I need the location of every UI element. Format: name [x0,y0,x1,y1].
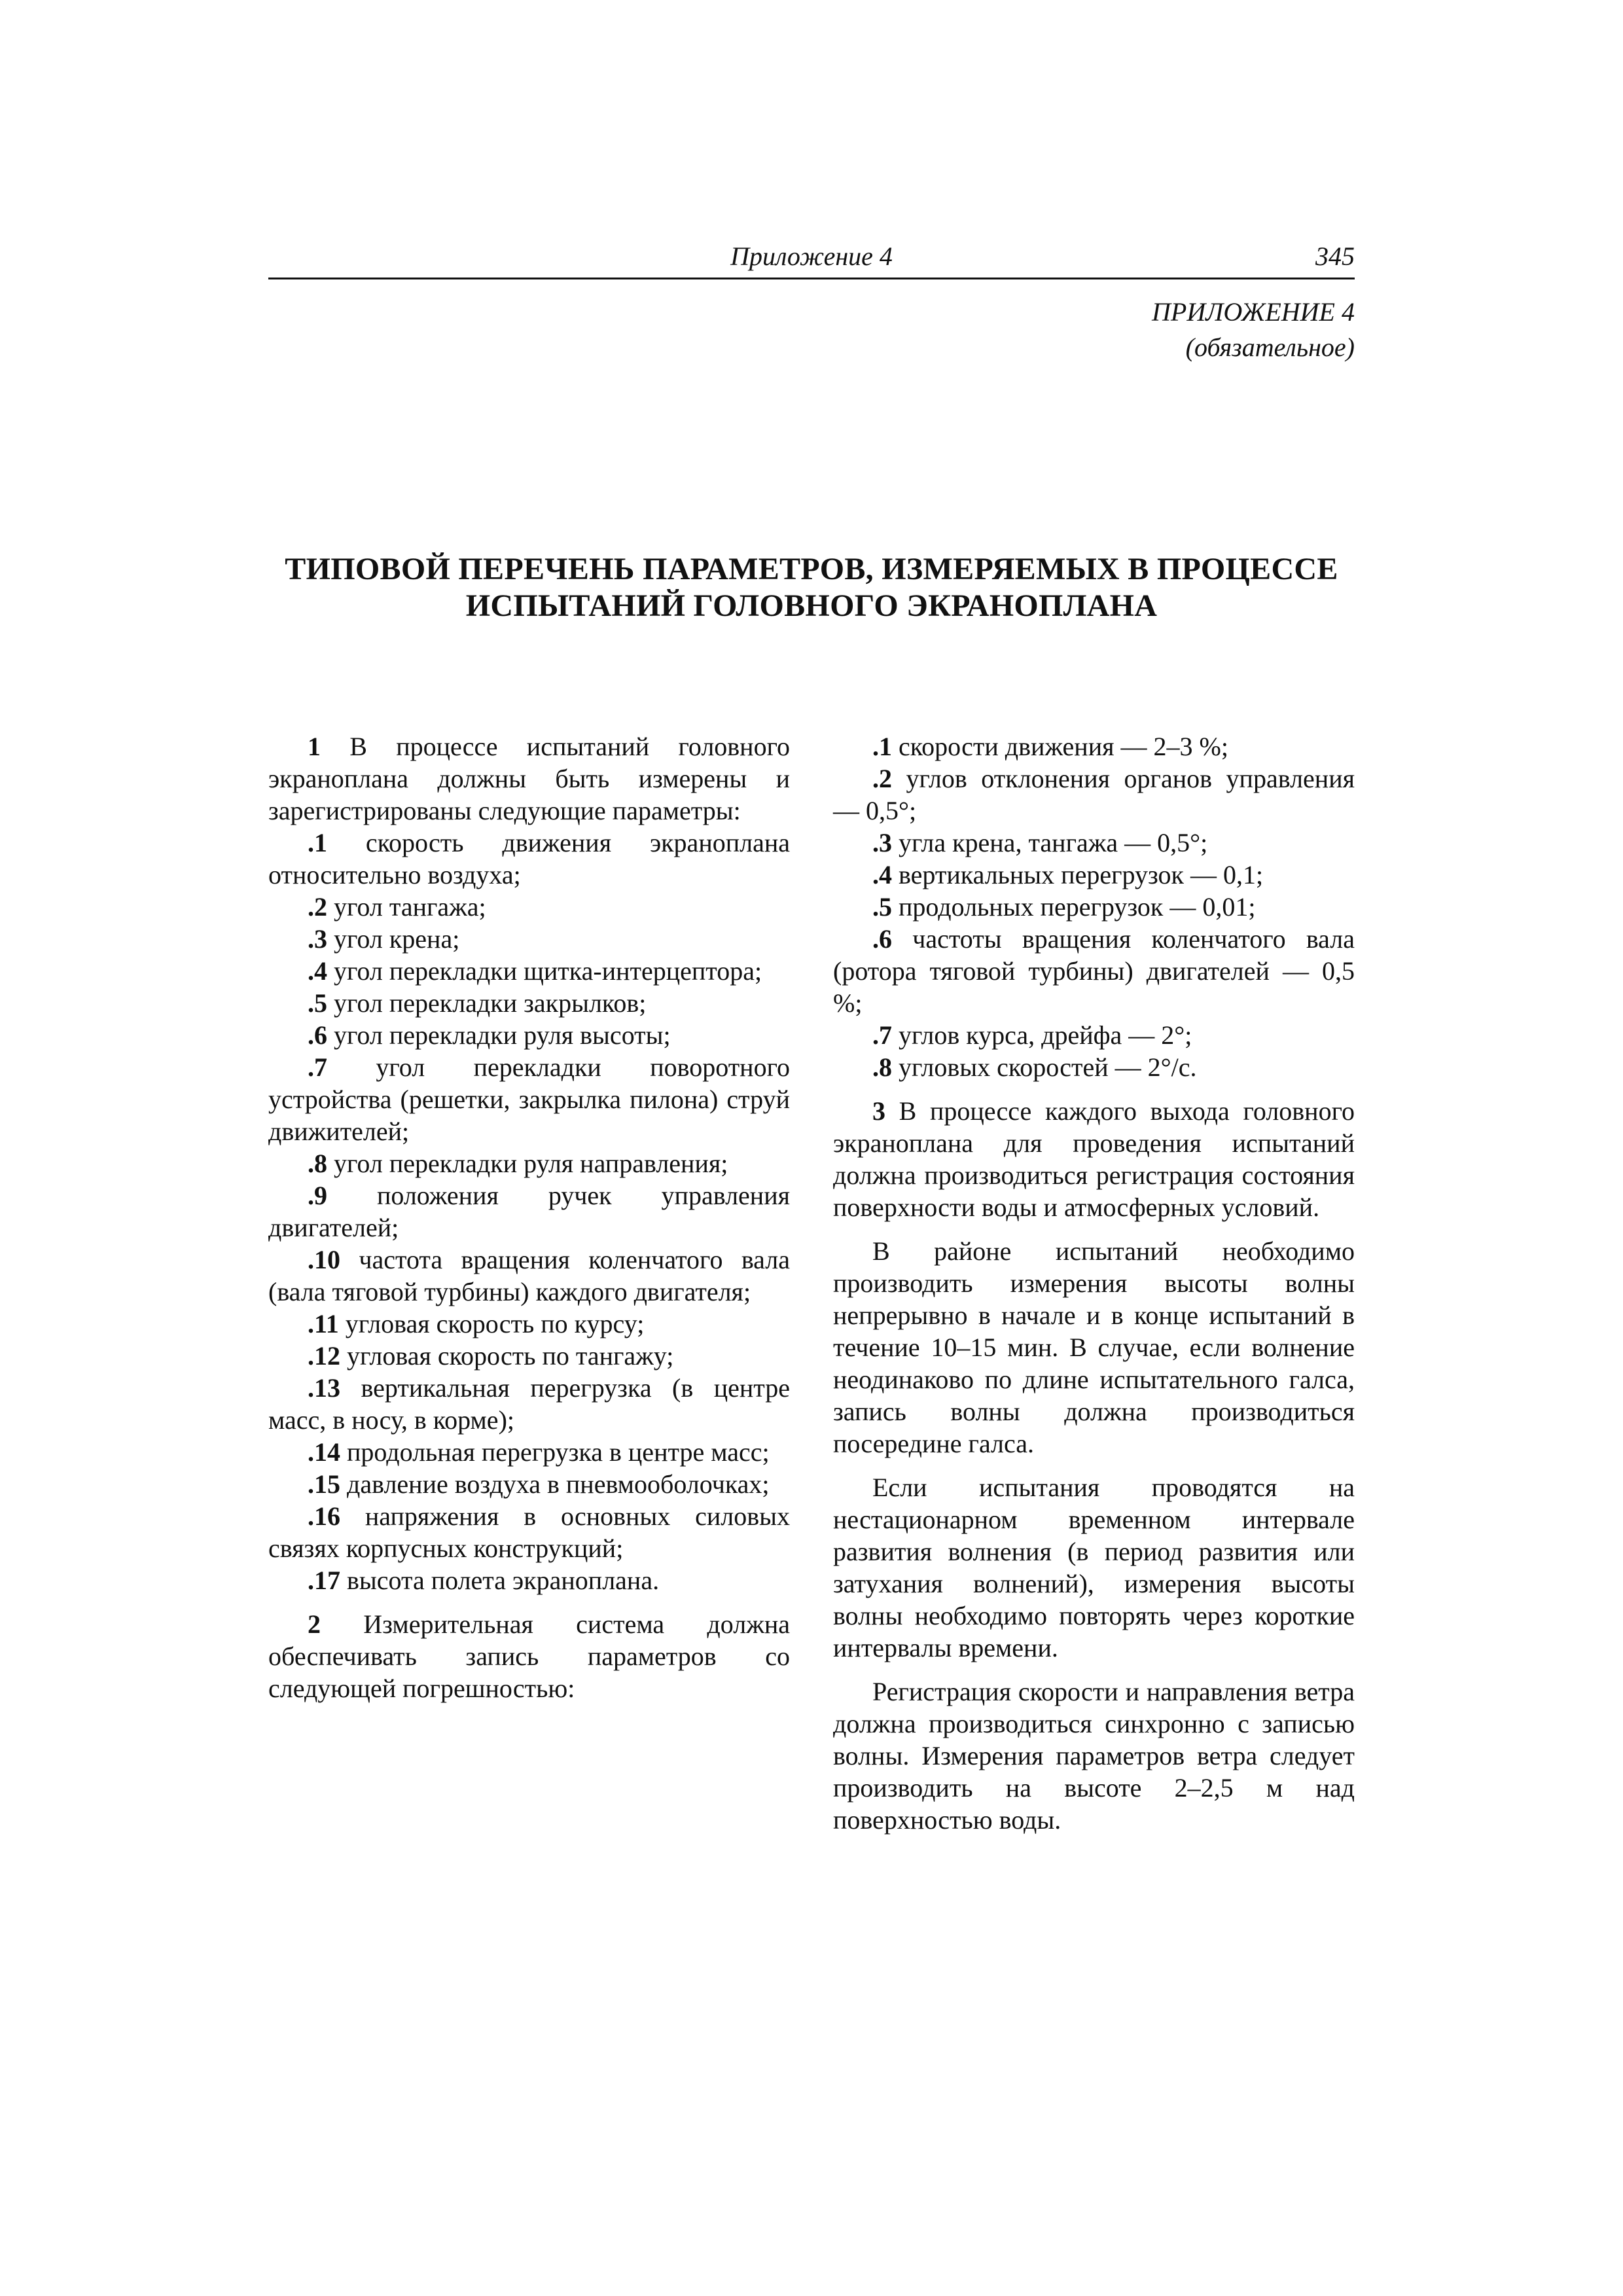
item-number: .10 [308,1245,340,1274]
item-number: .16 [308,1501,340,1531]
appendix-status: (обязательное) [1185,332,1355,362]
paragraph-wind: Регистрация скорости и направления ветра должна производиться синхронно с записью волны. Измерения параметров ветра следует производить на высоте 2–2,5 м над поверхностью воды. [833,1677,1355,1835]
list-item [833,827,1355,859]
list-item [268,1436,790,1468]
paragraph-waves: В районе испытаний необходимо производить измерения высоты волны непрерывно в начале и в конце испытаний в течение 10–15 мин. В случае, если волнение неодинаково по длине испытательного галса, запись волны должна производиться посередине галса. [833,1236,1355,1458]
list-item [833,859,1355,891]
item-text: давление воздуха в пневмооболочках; [340,1469,770,1499]
appendix-label-block [1152,295,1355,365]
list-item [268,827,790,891]
paragraph-number: 3 [872,1096,885,1126]
item-number: .3 [872,828,892,857]
item-number: .12 [308,1341,340,1371]
list-item [268,1308,790,1340]
item-number: .8 [872,1052,892,1082]
list-item [268,923,790,955]
item-text: напряжения в основных силовых связях корпусных конструкций; [268,1501,790,1563]
item-text: продольных перегрузок — 0,01; [892,892,1256,922]
paragraph-unsteady: Если испытания проводятся на нестационарном временном интервале развития волнения (в период развития или затухания волнений), измерения высоты волны необходимо повторять через короткие интервалы времени. [833,1473,1355,1662]
item-number: .4 [872,860,892,889]
item-text: скорости движения — 2–3 %; [892,732,1228,761]
list-item [833,923,1355,1019]
list-item [268,1019,790,1051]
item-number: .7 [308,1052,327,1082]
paragraph-2 [268,1608,790,1704]
item-text: угол тангажа; [327,892,486,922]
appendix-label: ПРИЛОЖЕНИЕ 4 [1152,297,1355,327]
list-item [268,1468,790,1500]
item-text: частоты вращения коленчатого вала (ротора тяговой турбины) двигателей — 0,5 %; [833,924,1355,1018]
list-item [268,1372,790,1436]
list-item [833,891,1355,923]
list-item [833,1019,1355,1051]
item-number: .1 [308,828,327,857]
page-number: 345 [1315,242,1355,271]
item-text: положения ручек управления двигателей; [268,1181,790,1242]
list-item [268,1147,790,1179]
document-title [268,551,1355,624]
list-item [268,987,790,1019]
item-number: .5 [872,892,892,922]
item-text: угла крена, тангажа — 0,5°; [892,828,1208,857]
item-text: угловых скоростей — 2°/с. [892,1052,1197,1082]
list-item [268,1500,790,1564]
list-item [833,762,1355,827]
item-number: .6 [872,924,892,954]
item-text: угол перекладки руля направления; [327,1149,728,1178]
running-header [268,241,1355,279]
paragraph-3 [833,1095,1355,1223]
paragraph-text: Измерительная система должна обеспечивать запись параметров со следующей погрешностью: [268,1609,790,1703]
list-item [268,1564,790,1596]
item-text: высота полета экраноплана. [340,1566,660,1595]
item-text: угол перекладки поворотного устройства (решетки, закрылка пилона) струй движителей; [268,1052,790,1146]
item-number: .2 [872,764,892,793]
item-text: скорость движения экраноплана относительно воздуха; [268,828,790,889]
paragraph-text: В процессе испытаний головного экраноплана должны быть измерены и зарегистрированы следующие параметры: [268,732,790,825]
running-title: Приложение 4 [730,242,893,271]
list-item [833,1051,1355,1083]
right-column [833,730,1355,1836]
item-text: угол крена; [327,924,460,954]
item-text: продольная перегрузка в центре масс; [340,1437,770,1467]
item-text: угловая скорость по курсу; [338,1309,645,1338]
item-number: .13 [308,1373,340,1403]
item-text: вертикальная перегрузка (в центре масс, в носу, в корме); [268,1373,790,1435]
list-item [268,1244,790,1308]
item-text: вертикальных перегрузок — 0,1; [892,860,1264,889]
item-text: угол перекладки щитка-интерцептора; [327,956,762,986]
item-number: .4 [308,956,327,986]
item-number: .14 [308,1437,340,1467]
document-title-line-2: ИСПЫТАНИЙ ГОЛОВНОГО ЭКРАНОПЛАНА [465,588,1158,623]
paragraph-text: В процессе каждого выхода головного экраноплана для проведения испытаний должна производиться регистрация состояния поверхности воды и атмосферных условий. [833,1096,1355,1222]
list-item [268,891,790,923]
list-item [268,955,790,987]
item-text: частота вращения коленчатого вала (вала тяговой турбины) каждого двигателя; [268,1245,790,1306]
item-number: .15 [308,1469,340,1499]
item-number: .6 [308,1020,327,1050]
item-number: .17 [308,1566,340,1595]
item-number: .3 [308,924,327,954]
list-item [268,1179,790,1244]
list-item [268,1340,790,1372]
paragraph-number: 1 [308,732,321,761]
list-item [833,730,1355,762]
paragraph-1 [268,730,790,827]
left-column [268,730,790,1704]
list-item [268,1051,790,1147]
item-number: .11 [308,1309,339,1338]
item-text: угловая скорость по тангажу; [340,1341,674,1371]
paragraph-number: 2 [308,1609,321,1639]
item-number: .1 [872,732,892,761]
document-title-line-1: ТИПОВОЙ ПЕРЕЧЕНЬ ПАРАМЕТРОВ, ИЗМЕРЯЕМЫХ В ПРОЦЕССЕ [285,552,1338,586]
item-text: угол перекладки закрылков; [327,988,647,1018]
item-text: углов отклонения органов управления — 0,5°; [833,764,1355,825]
item-number: .9 [308,1181,327,1210]
item-number: .7 [872,1020,892,1050]
item-number: .2 [308,892,327,922]
item-text: углов курса, дрейфа — 2°; [892,1020,1192,1050]
item-text: угол перекладки руля высоты; [327,1020,671,1050]
item-number: .8 [308,1149,327,1178]
item-number: .5 [308,988,327,1018]
